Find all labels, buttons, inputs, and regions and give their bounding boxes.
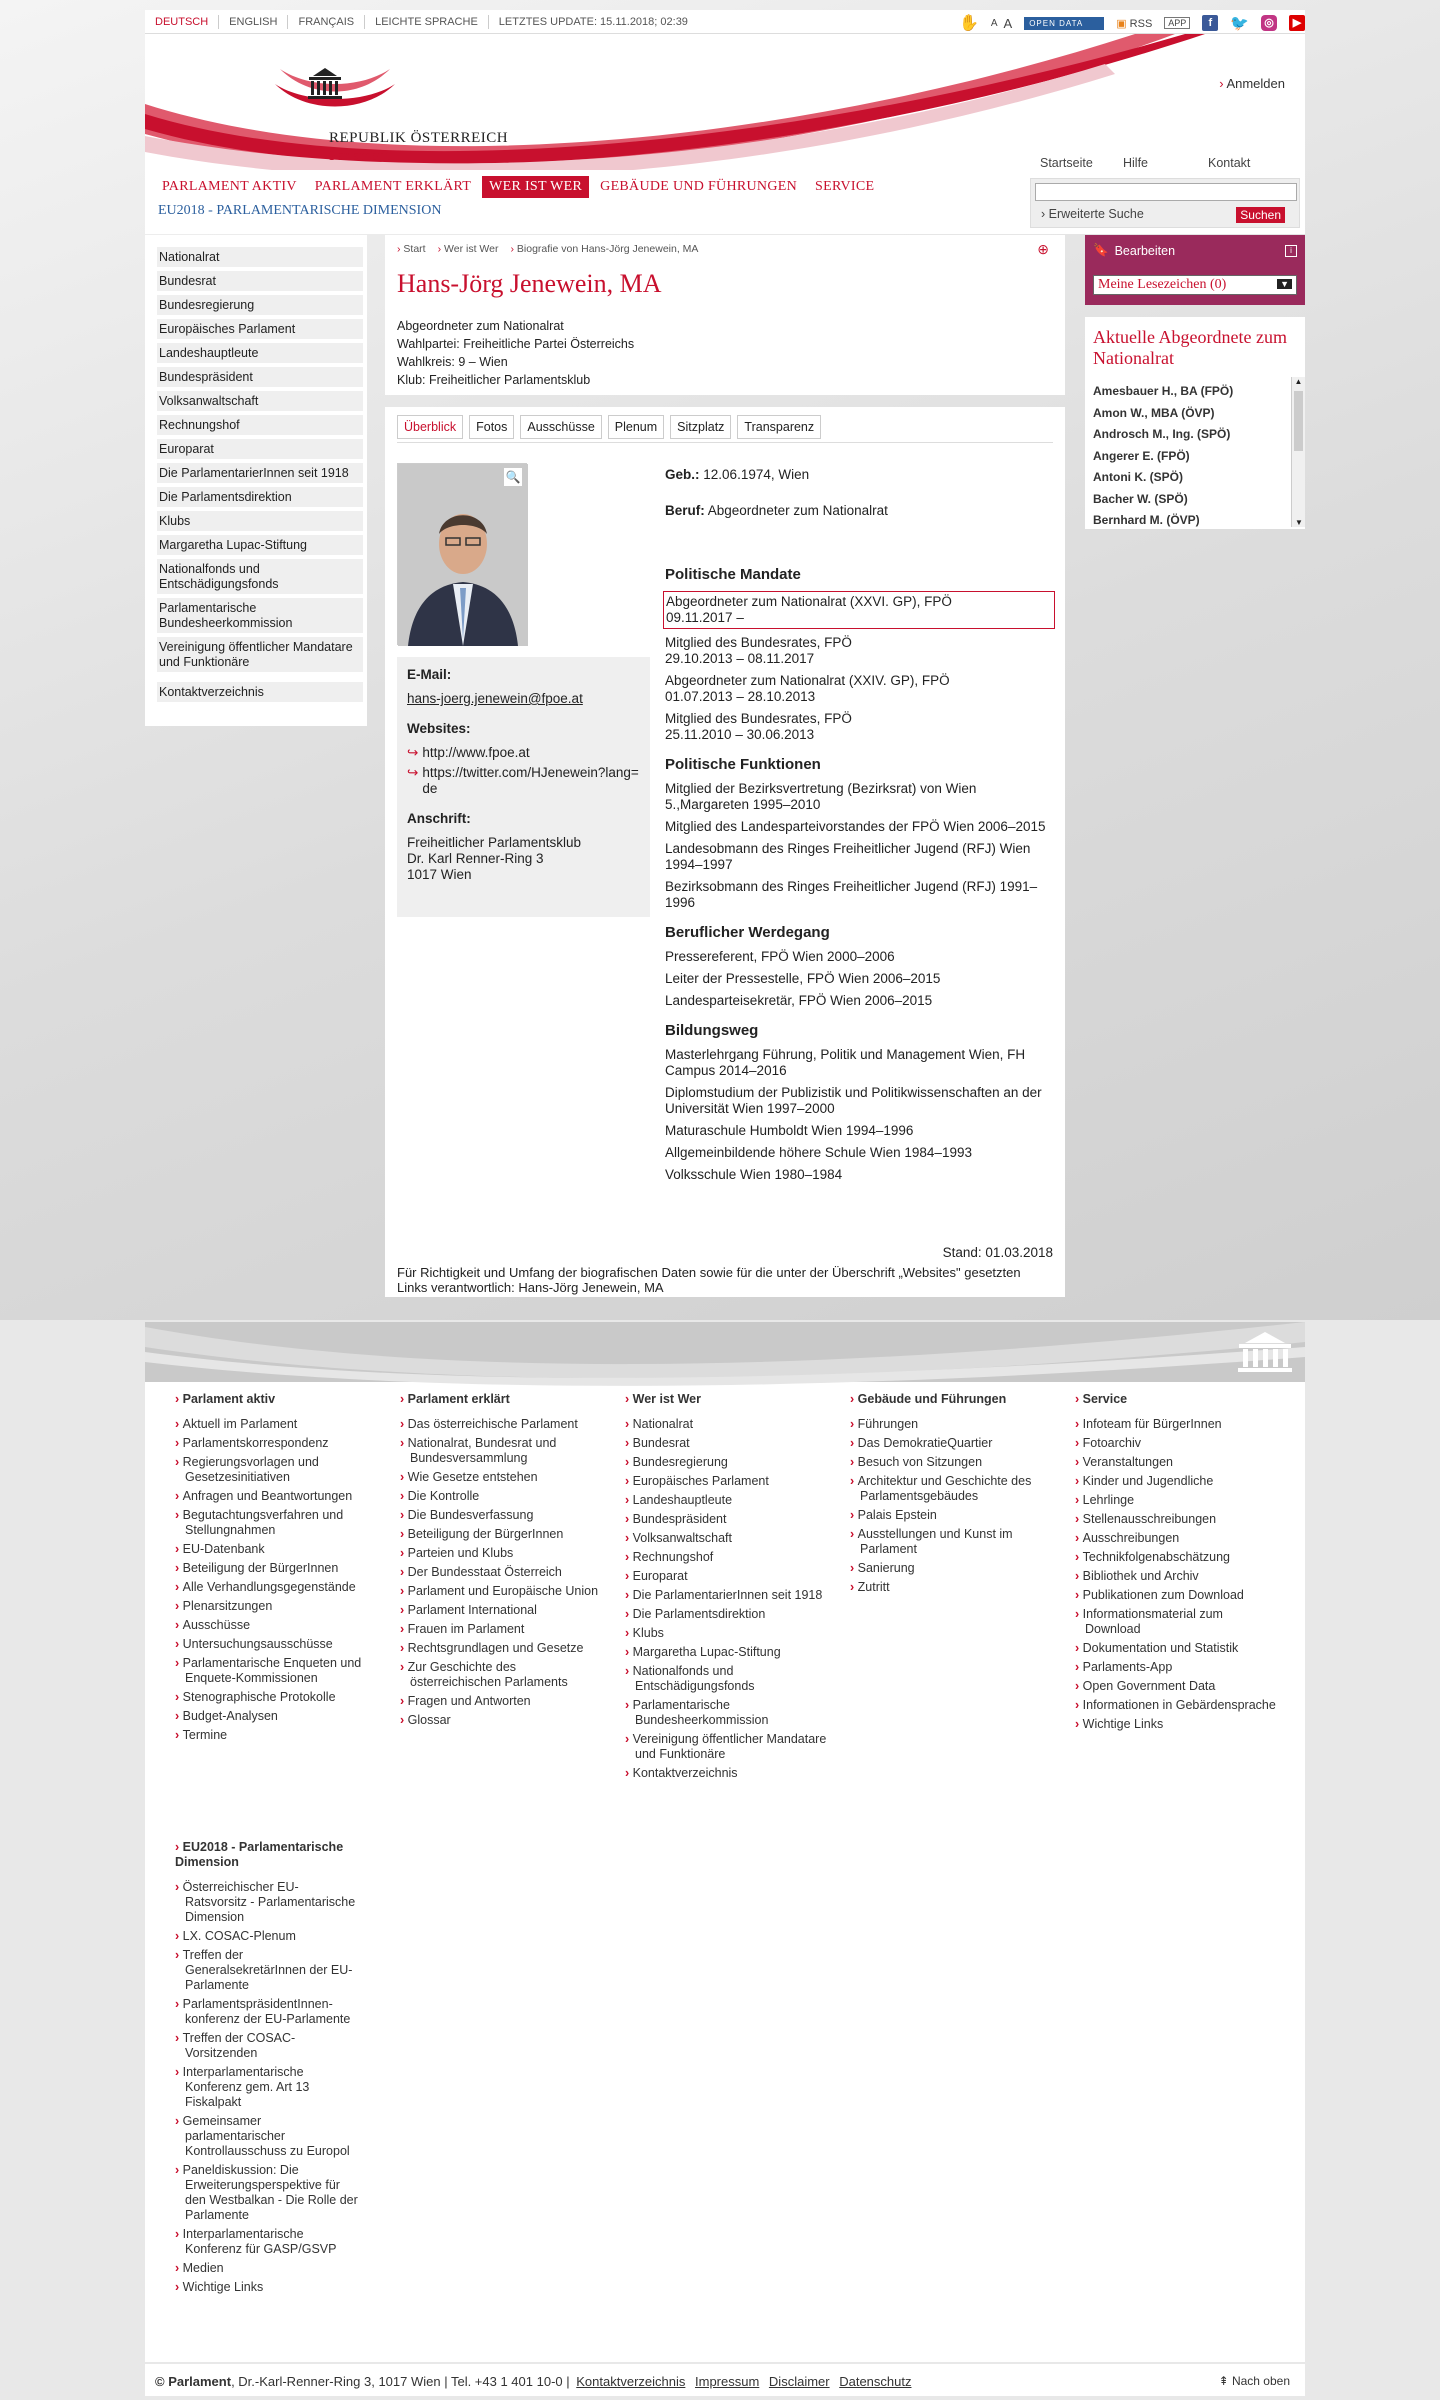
biography-entry-line: Volksschule Wien 1980–1984: [665, 1167, 843, 1182]
footer-link[interactable]: › Veranstaltungen: [1075, 1455, 1280, 1470]
scroll-down-icon[interactable]: ▼: [1295, 518, 1303, 527]
current-members-title: Aktuelle Abgeordnete zum Nationalrat: [1093, 327, 1287, 368]
sidebar-item-vereinigung[interactable]: Vereinigung öffentlicher Mandatare und Funktionäre: [157, 637, 363, 672]
footer-link[interactable]: › Plenarsitzungen: [175, 1599, 380, 1614]
footer-link[interactable]: › Das DemokratieQuartier: [850, 1436, 1055, 1451]
back-to-top-link[interactable]: [1219, 2374, 1290, 2388]
footer-link[interactable]: › Bibliothek und Archiv: [1075, 1569, 1280, 1584]
sidebar-item-europarat[interactable]: Europarat: [157, 439, 363, 459]
biography-entry-line: Masterlehrgang Führung, Politik und Management Wien, FH Campus 2014–2016: [665, 1047, 1026, 1078]
lang-leichte-sprache[interactable]: LEICHTE SPRACHE: [365, 15, 489, 29]
footer-link[interactable]: › Vereinigung öffentlicher Mandatare und Funktionäre: [625, 1732, 830, 1762]
biography-entry-line: 29.10.2013 – 08.11.2017: [665, 651, 815, 666]
sidebar-item-landeshauptleute[interactable]: Landeshauptleute: [157, 343, 363, 363]
birth-label: Geb.:: [665, 467, 700, 482]
biography-entry-line: Abgeordneter zum Nationalrat (XXIV. GP), FPÖ: [665, 673, 950, 688]
footer-link[interactable]: › Budget-Analysen: [175, 1709, 380, 1724]
footer-link[interactable]: › Fragen und Antworten: [400, 1694, 605, 1709]
twitter-icon[interactable]: 🐦: [1230, 15, 1249, 32]
footer-link[interactable]: › Medien: [175, 2261, 360, 2276]
bottom-bar: [145, 2364, 1305, 2396]
footer-link[interactable]: › Untersuchungsausschüsse: [175, 1637, 380, 1652]
lang-english[interactable]: ENGLISH: [219, 15, 288, 29]
page-title: Hans-Jörg Jenewein, MA: [397, 269, 662, 298]
rss-button[interactable]: [1116, 17, 1152, 30]
biography-entry-line: Abgeordneter zum Nationalrat (XXVI. GP), FPÖ: [666, 594, 952, 609]
breadcrumb-wer-ist-wer[interactable]: › Wer ist Wer: [438, 243, 499, 255]
logo-subtitle: Parlament: [329, 148, 390, 164]
address-line-3: 1017 Wien: [407, 867, 472, 882]
footer-link[interactable]: › Ausschüsse: [175, 1618, 380, 1633]
tab-fotos[interactable]: Fotos: [469, 415, 514, 439]
biography-entry: [665, 1085, 1055, 1117]
member-list-item[interactable]: Bernhard M. (ÖVP): [1093, 513, 1200, 527]
bookmarks-select-value: Meine Lesezeichen (0): [1098, 277, 1227, 292]
footer-link[interactable]: › Parlamentarische Enqueten und Enquete-Kommissionen: [175, 1656, 380, 1686]
footer-link[interactable]: › Parlament International: [400, 1603, 605, 1618]
portrait-image: [398, 464, 528, 646]
back-to-top-label: Nach oben: [1231, 2374, 1290, 2388]
scroll-thumb[interactable]: [1294, 391, 1303, 451]
biography-entry-line: Mitglied des Bundesrates, FPÖ: [665, 635, 852, 650]
sidebar-item-volksanwaltschaft[interactable]: Volksanwaltschaft: [157, 391, 363, 411]
footer-link[interactable]: › Treffen der COSAC-Vorsitzenden: [175, 2031, 360, 2061]
footer-link[interactable]: › Parlaments-App: [1075, 1660, 1280, 1675]
rss-icon: ▣: [1116, 17, 1127, 30]
footer-link[interactable]: › Palais Epstein: [850, 1508, 1055, 1523]
nav-parlament-aktiv[interactable]: PARLAMENT AKTIV: [162, 179, 297, 194]
footer-link[interactable]: › Europarat: [625, 1569, 830, 1584]
biography-entry-line: Bezirksobmann des Ringes Freiheitlicher Jugend (RFJ) 1991–1996: [665, 879, 1038, 910]
footer-link[interactable]: › Landeshauptleute: [625, 1493, 830, 1508]
footer-link[interactable]: › Rechtsgrundlagen und Gesetze: [400, 1641, 605, 1656]
sidebar-item-bundespraesident[interactable]: Bundespräsident: [157, 367, 363, 387]
tab-ueberblick[interactable]: Überblick: [397, 415, 463, 439]
footer-link[interactable]: › Infoteam für BürgerInnen: [1075, 1417, 1280, 1432]
biography-entry: [665, 1047, 1055, 1079]
advanced-search-label: Erweiterte Suche: [1048, 207, 1144, 221]
footer-link-disclaimer[interactable]: Disclaimer: [768, 2374, 830, 2389]
footer-link[interactable]: › Begutachtungsverfahren und Stellungnahmen: [175, 1508, 380, 1538]
footer-link[interactable]: › Nationalrat, Bundesrat und Bundesversammlung: [400, 1436, 605, 1466]
footer-link[interactable]: › Parlament und Europäische Union: [400, 1584, 605, 1599]
footer-column: [400, 1392, 605, 1732]
footer-column: [850, 1392, 1055, 1599]
chevron-right-icon: ›: [1041, 207, 1049, 221]
birth-value: 12.06.1974, Wien: [703, 467, 810, 482]
footer-link[interactable]: › Das österreichische Parlament: [400, 1417, 605, 1432]
arrow-up-icon: ⇞: [1218, 2374, 1232, 2388]
contact-box: [397, 657, 650, 917]
biography-entry-line: Maturaschule Humboldt Wien 1994–1996: [665, 1123, 914, 1138]
footer-column: [625, 1392, 830, 1785]
member-list-item[interactable]: Androsch M., Ing. (SPÖ): [1093, 427, 1231, 441]
websites-label: Websites:: [407, 721, 471, 736]
footer-link[interactable]: › Zutritt: [850, 1580, 1055, 1595]
biography-entry-line: Allgemeinbildende höhere Schule Wien 1984–1993: [665, 1145, 972, 1160]
page-wrapper: [145, 10, 1305, 234]
main-content: [385, 235, 1065, 1297]
footer-parliament-icon: [1237, 1330, 1293, 1374]
footer-link[interactable]: › Bundesrat: [625, 1436, 830, 1451]
edit-icon: i: [1285, 245, 1297, 257]
members-scrollbar[interactable]: [1291, 377, 1305, 527]
search-box: [1030, 178, 1300, 228]
person-info-party: Wahlpartei: Freiheitliche Partei Österreichs: [397, 337, 635, 351]
last-update: LETZTES UPDATE: 15.11.2018; 02:39: [498, 15, 688, 28]
biography-entry: [665, 819, 1055, 835]
sidebar-item-rechnungshof[interactable]: Rechnungshof: [157, 415, 363, 435]
advanced-search-link[interactable]: [1041, 207, 1144, 221]
nav-eu2018[interactable]: EU2018 - PARLAMENTARISCHE DIMENSION: [158, 203, 442, 218]
rss-label: RSS: [1129, 17, 1153, 30]
bookmark-add-icon[interactable]: ⊕: [1037, 241, 1049, 257]
footer-link[interactable]: › Stenographische Protokolle: [175, 1690, 380, 1705]
main-nav-items: [155, 176, 885, 198]
website-fpoe-label: ↪ http://www.fpoe.at: [422, 745, 530, 760]
sidebar-item-nationalrat[interactable]: Nationalrat: [157, 247, 363, 267]
chevron-down-icon: ▼: [1277, 279, 1292, 289]
footer-link[interactable]: › Der Bundesstaat Österreich: [400, 1565, 605, 1580]
footer-column: [175, 1392, 380, 1747]
footer-link[interactable]: › Sanierung: [850, 1561, 1055, 1576]
footer-link[interactable]: › Führungen: [850, 1417, 1055, 1432]
tab-sitzplatz[interactable]: Sitzplatz: [670, 415, 731, 439]
section-title: Politische Funktionen: [665, 756, 821, 773]
footer-link[interactable]: › Informationen in Gebärdensprache: [1075, 1698, 1280, 1713]
sign-language-icon[interactable]: ✋: [958, 15, 979, 32]
sidebar-item-parlamentarierinnen[interactable]: Die ParlamentarierInnen seit 1918: [157, 463, 363, 483]
footer-link[interactable]: › Zur Geschichte des österreichischen Parlaments: [400, 1660, 605, 1690]
biography-entry-line: 01.07.2013 – 28.10.2013: [665, 689, 816, 704]
person-header: [385, 235, 1065, 395]
biography-entry: [665, 949, 1055, 965]
youtube-icon[interactable]: ▶: [1289, 15, 1305, 31]
footer-link[interactable]: › Frauen im Parlament: [400, 1622, 605, 1637]
top-bar: [145, 10, 1305, 34]
footer-column-title[interactable]: › Wer ist Wer: [625, 1392, 830, 1407]
biography-entry: [665, 1145, 1055, 1161]
footer-link[interactable]: › Klubs: [625, 1626, 830, 1641]
footer-link[interactable]: › Kontaktverzeichnis: [625, 1766, 830, 1781]
sidebar-item-eu-parlament[interactable]: Europäisches Parlament: [157, 319, 363, 339]
chevron-right-icon: ›: [1219, 76, 1227, 91]
footer-link[interactable]: › Europäisches Parlament: [625, 1474, 830, 1489]
biography-entry-line: 09.11.2017 –: [666, 610, 744, 625]
biography-entry[interactable]: [665, 711, 1055, 743]
search-input[interactable]: [1035, 183, 1297, 201]
tab-transparenz[interactable]: Transparenz: [737, 415, 821, 439]
address-line-2: Dr. Karl Renner-Ring 3: [407, 851, 544, 866]
footer-link[interactable]: › Regierungsvorlagen und Gesetzesinitiativen: [175, 1455, 380, 1485]
member-list-item[interactable]: Amesbauer H., BA (FPÖ): [1093, 384, 1234, 398]
quicklink-kontakt[interactable]: Kontakt: [1208, 156, 1251, 170]
section-title: Beruflicher Werdegang: [665, 924, 830, 941]
bookmark-icon: 🔖: [1093, 243, 1109, 257]
section-title: Bildungsweg: [665, 1022, 759, 1039]
footer-link[interactable]: › Gemeinsamer parlamentarischer Kontrollausschuss zu Europol: [175, 2114, 360, 2159]
biography-sections: [665, 567, 1055, 1183]
parliament-logo-icon: [307, 67, 343, 101]
search-button[interactable]: Suchen: [1236, 207, 1285, 223]
footer-link[interactable]: › Rechnungshof: [625, 1550, 830, 1565]
biography-entry-line: Diplomstudium der Publizistik und Politikwissenschaften an der Universität Wien 1997–2000: [665, 1085, 1042, 1116]
lang-deutsch[interactable]: DEUTSCH: [145, 15, 219, 29]
biography-entry[interactable]: [665, 673, 1055, 705]
footer-column-title[interactable]: › Gebäude und Führungen: [850, 1392, 1055, 1407]
footer-swoosh: [145, 1322, 1305, 1382]
biography-details: [665, 467, 1055, 1189]
login-link[interactable]: [1219, 76, 1285, 91]
footer-band: [145, 1322, 1305, 1382]
footer-link[interactable]: › Interparlamentarische Konferenz für GASP/GSVP: [175, 2227, 360, 2257]
profile-panel: [385, 407, 1065, 1297]
footer-link[interactable]: › Technikfolgenabschätzung: [1075, 1550, 1280, 1565]
top-icons: [959, 13, 1305, 33]
address-line-1: Freiheitlicher Parlamentsklub: [407, 835, 582, 850]
app-button[interactable]: APP: [1164, 17, 1190, 29]
footer-link[interactable]: › Glossar: [400, 1713, 605, 1728]
zoom-icon[interactable]: 🔍: [505, 470, 521, 484]
sidebar: [145, 235, 367, 726]
footer-link-kontakt[interactable]: Kontaktverzeichnis: [576, 2374, 686, 2389]
portrait-photo[interactable]: [397, 463, 527, 645]
footer-link[interactable]: › Wie Gesetze entstehen: [400, 1470, 605, 1485]
footer-link[interactable]: › Publikationen zum Download: [1075, 1588, 1280, 1603]
profession-info: [665, 503, 1055, 519]
breadcrumb: [397, 243, 1053, 255]
footer-link[interactable]: › Ausschreibungen: [1075, 1531, 1280, 1546]
footer-link[interactable]: › Kinder und Jugendliche: [1075, 1474, 1280, 1489]
biography-entry-line: 25.11.2010 – 30.06.2013: [665, 727, 815, 742]
footer-link[interactable]: › Beteiligung der BürgerInnen: [175, 1561, 380, 1576]
breadcrumb-start[interactable]: › Start: [397, 243, 426, 255]
footer-link[interactable]: › Bundesregierung: [625, 1455, 830, 1470]
footer-column-title[interactable]: › Parlament aktiv: [175, 1392, 380, 1407]
sidebar-item-nationalfonds[interactable]: Nationalfonds und Entschädigungsfonds: [157, 559, 363, 594]
edit-bookmarks-label: Bearbeiten: [1114, 243, 1176, 258]
member-list-item[interactable]: Amon W., MBA (ÖVP): [1093, 405, 1215, 420]
copyright: © Parlament: [155, 2374, 232, 2389]
edit-bookmarks-button[interactable]: [1093, 243, 1297, 258]
footer-link[interactable]: › Termine: [175, 1728, 380, 1743]
biography-entry: [665, 841, 1055, 873]
website-twitter-label: ↪ https://twitter.com/HJenewein?lang=de: [422, 765, 639, 796]
tab-plenum[interactable]: Plenum: [608, 415, 664, 439]
header-swoosh: [145, 34, 1305, 170]
footer-link[interactable]: › Fotoarchiv: [1075, 1436, 1280, 1451]
member-list-item[interactable]: Bacher W. (SPÖ): [1093, 491, 1188, 506]
main-navigation: [145, 170, 1305, 234]
current-members-panel: [1085, 317, 1305, 529]
sidebar-item-klubs[interactable]: Klubs: [157, 511, 363, 531]
footer-link-datenschutz[interactable]: Datenschutz: [839, 2374, 912, 2389]
stand-date: Stand: 01.03.2018: [942, 1245, 1053, 1260]
person-info-role: Abgeordneter zum Nationalrat: [397, 319, 564, 333]
footer-address: , Dr.-Karl-Renner-Ring 3, 1017 Wien | Tel. +43 1 401 10-0 |: [231, 2374, 570, 2389]
footer-link[interactable]: › LX. COSAC-Plenum: [175, 1929, 360, 1944]
biography-entry: [665, 781, 1055, 813]
footer-link[interactable]: › Nationalfonds und Entschädigungsfonds: [625, 1664, 830, 1694]
open-data-button[interactable]: OPEN DATA: [1024, 17, 1104, 30]
birth-info: [665, 467, 1055, 483]
quicklink-startseite[interactable]: Startseite: [1040, 156, 1093, 170]
footer-link[interactable]: › Margaretha Lupac-Stiftung: [625, 1645, 830, 1660]
website-link-twitter[interactable]: [407, 765, 640, 797]
sidebar-item-bundesregierung[interactable]: Bundesregierung: [157, 295, 363, 315]
footer-column-title[interactable]: › Parlament erklärt: [400, 1392, 605, 1407]
footer-link[interactable]: › Informationsmaterial zum Download: [1075, 1607, 1280, 1637]
breadcrumb-current: › Biografie von Hans-Jörg Jenewein, MA: [510, 243, 698, 255]
instagram-icon[interactable]: ◎: [1261, 15, 1277, 31]
biography-entry: [665, 1167, 1055, 1183]
profile-tabs: [397, 415, 1053, 443]
sidebar-item-parlamentsdirektion[interactable]: Die Parlamentsdirektion: [157, 487, 363, 507]
footer-link[interactable]: › Parlamentarische Bundesheerkommission: [625, 1698, 830, 1728]
site-header: [145, 34, 1305, 170]
current-members-list: [1093, 381, 1297, 532]
nav-parlament-erklaert[interactable]: PARLAMENT ERKLÄRT: [314, 179, 472, 194]
biography-entry-line: Landesobmann des Ringes Freiheitlicher Jugend (RFJ) Wien 1994–1997: [665, 841, 1031, 872]
font-large-button[interactable]: A: [1003, 15, 1013, 31]
font-small-button[interactable]: A: [990, 17, 998, 29]
tab-ausschuesse[interactable]: Ausschüsse: [520, 415, 601, 439]
footer-link[interactable]: › Volksanwaltschaft: [625, 1531, 830, 1546]
nav-wer-ist-wer[interactable]: WER IST WER: [482, 176, 589, 198]
biography-entry-line: Landesparteisekretär, FPÖ Wien 2006–2015: [665, 993, 933, 1008]
footer-column-title[interactable]: › EU2018 - Parlamentarische Dimension: [175, 1840, 360, 1870]
biography-entry-line: Leiter der Pressestelle, FPÖ Wien 2006–2015: [665, 971, 941, 986]
right-column: [1085, 235, 1305, 529]
footer-link[interactable]: › Parlamentskorrespondenz: [175, 1436, 380, 1451]
sidebar-item-bundesheerkommission[interactable]: Parlamentarische Bundesheerkommission: [157, 598, 363, 633]
footer-link[interactable]: › Lehrlinge: [1075, 1493, 1280, 1508]
footer-link[interactable]: › Die Kontrolle: [400, 1489, 605, 1504]
footer-link[interactable]: › Die Parlamentsdirektion: [625, 1607, 830, 1622]
biography-entry: [665, 971, 1055, 987]
logo-title: REPUBLIK ÖSTERREICH: [329, 130, 509, 146]
footer-link[interactable]: › Wichtige Links: [1075, 1717, 1280, 1732]
footer-column-title[interactable]: › Service: [1075, 1392, 1280, 1407]
quicklink-hilfe[interactable]: Hilfe: [1123, 156, 1149, 170]
footer-link[interactable]: › Alle Verhandlungsgegenstände: [175, 1580, 380, 1595]
footer-link[interactable]: › Beteiligung der BürgerInnen: [400, 1527, 605, 1542]
footer-link-impressum[interactable]: Impressum: [695, 2374, 760, 2389]
footer-link[interactable]: › Ausstellungen und Kunst im Parlament: [850, 1527, 1055, 1557]
footer-link[interactable]: › Besuch von Sitzungen: [850, 1455, 1055, 1470]
footer-link[interactable]: › Open Government Data: [1075, 1679, 1280, 1694]
footer-link[interactable]: › Anfragen und Beantwortungen: [175, 1489, 380, 1504]
nav-gebaeude[interactable]: GEBÄUDE UND FÜHRUNGEN: [600, 179, 798, 194]
scroll-up-icon[interactable]: ▲: [1294, 377, 1303, 386]
biography-entry-line: Pressereferent, FPÖ Wien 2000–2006: [665, 949, 895, 964]
person-info-district: Wahlkreis: 9 – Wien: [397, 355, 508, 369]
footer-column: [175, 1840, 360, 2299]
profession-label: Beruf:: [665, 503, 705, 518]
footer-link[interactable]: › Treffen der GeneralsekretärInnen der EU-Parlamente: [175, 1948, 360, 1993]
biography-entry: [665, 993, 1055, 1009]
biography-entry: [665, 879, 1055, 911]
bookmarks-select[interactable]: [1093, 275, 1297, 295]
sidebar-item-kontaktverzeichnis[interactable]: Kontaktverzeichnis: [157, 682, 363, 702]
lang-francais[interactable]: FRANÇAIS: [288, 15, 365, 29]
biography-entry-line: Mitglied des Landesparteivorstandes der FPÖ Wien 2006–2015: [665, 819, 1046, 834]
site-footer: [145, 1322, 1305, 2362]
email-link[interactable]: hans-joerg.jenewein@fpoe.at: [407, 691, 583, 706]
biography-entry[interactable]: [665, 635, 1055, 667]
biography-entry-line: Mitglied des Bundesrates, FPÖ: [665, 711, 852, 726]
sidebar-item-lupac[interactable]: Margaretha Lupac-Stiftung: [157, 535, 363, 555]
footer-link[interactable]: › Stellenausschreibungen: [1075, 1512, 1280, 1527]
footer-link[interactable]: › Die Bundesverfassung: [400, 1508, 605, 1523]
biography-entry: [665, 1123, 1055, 1139]
member-list-item[interactable]: Angerer E. (FPÖ): [1093, 448, 1190, 463]
footer-link[interactable]: › Wichtige Links: [175, 2280, 360, 2295]
profession-value: Abgeordneter zum Nationalrat: [707, 503, 888, 518]
footer-column: [1075, 1392, 1280, 1736]
responsibility-disclaimer: Für Richtigkeit und Umfang der biografischen Daten sowie für die unter der Überschrift „Websites" gesetzten Links verantwortlich: Hans-Jörg Jenewein, MA: [397, 1265, 1021, 1295]
biography-entry-line: Mitglied der Bezirksvertretung (Bezirksrat) von Wien 5.,Margareten 1995–2010: [665, 781, 977, 812]
footer-link[interactable]: › ParlamentspräsidentInnen-konferenz der EU-Parlamente: [175, 1997, 360, 2027]
footer-link[interactable]: › Paneldiskussion: Die Erweiterungsperspektive für den Westbalkan - Die Rolle der Parlamente: [175, 2163, 360, 2223]
facebook-icon[interactable]: f: [1202, 15, 1218, 31]
footer-link[interactable]: › Dokumentation und Statistik: [1075, 1641, 1280, 1656]
footer-link[interactable]: › Nationalrat: [625, 1417, 830, 1432]
footer-link[interactable]: › Architektur und Geschichte des Parlamentsgebäudes: [850, 1474, 1055, 1504]
member-list-item[interactable]: Antoni K. (SPÖ): [1093, 470, 1183, 484]
person-info-club: Klub: Freiheitlicher Parlamentsklub: [397, 373, 591, 387]
login-label: Anmelden: [1226, 76, 1285, 91]
biography-entry[interactable]: [663, 591, 1055, 629]
footer-link[interactable]: › EU-Datenbank: [175, 1542, 380, 1557]
footer-link[interactable]: › Parteien und Klubs: [400, 1546, 605, 1561]
footer-link[interactable]: › Aktuell im Parlament: [175, 1417, 380, 1432]
footer-link[interactable]: › Österreichischer EU-Ratsvorsitz - Parlamentarische Dimension: [175, 1880, 360, 1925]
footer-link[interactable]: › Interparlamentarische Konferenz gem. Art 13 Fiskalpakt: [175, 2065, 360, 2110]
nav-service[interactable]: SERVICE: [815, 179, 875, 194]
section-title: Politische Mandate: [665, 566, 801, 583]
website-link-fpoe[interactable]: [407, 745, 640, 761]
footer-link[interactable]: › Die ParlamentarierInnen seit 1918: [625, 1588, 830, 1603]
address-label: Anschrift:: [407, 811, 471, 826]
sidebar-item-bundesrat[interactable]: Bundesrat: [157, 271, 363, 291]
bookmarks-panel: [1085, 235, 1305, 305]
email-label: E-Mail:: [407, 667, 452, 682]
footer-link[interactable]: › Bundespräsident: [625, 1512, 830, 1527]
